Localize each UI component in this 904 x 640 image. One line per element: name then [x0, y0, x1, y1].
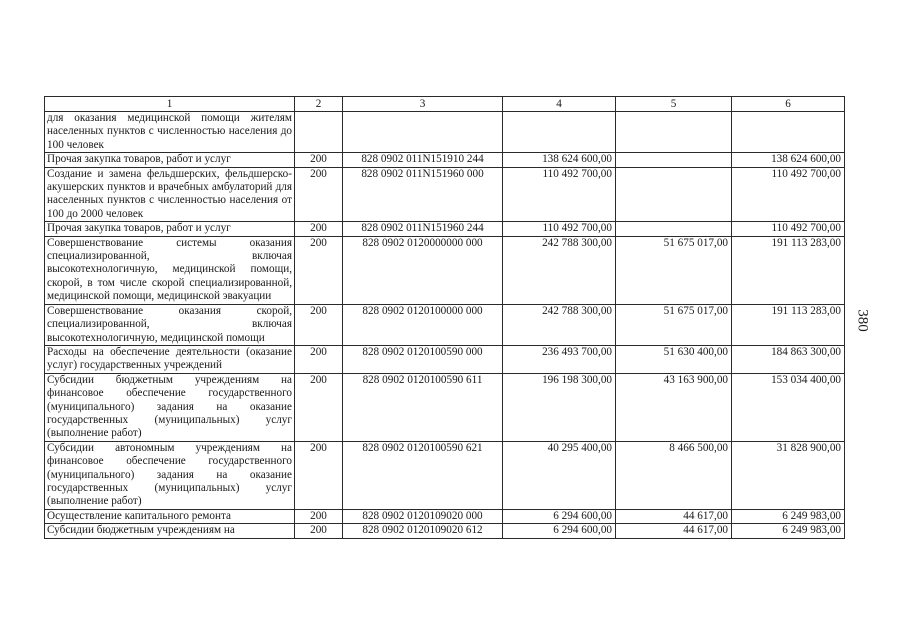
table-header-row	[45, 97, 845, 112]
budget-table	[44, 96, 845, 539]
row-amount-col6-cell: 191 113 283,00	[732, 304, 845, 345]
table-row	[45, 509, 845, 523]
row-code-cell: 200	[295, 153, 343, 167]
row-kbk-cell: 828 0902 011N151960 000	[343, 167, 503, 222]
table-row	[45, 304, 845, 345]
row-code-cell: 200	[295, 304, 343, 345]
row-amount-col4-cell: 242 788 300,00	[503, 304, 616, 345]
row-amount-col5-cell: 8 466 500,00	[616, 441, 732, 509]
row-name-cell: для оказания медицинской помощи жителям населенных пунктов с численностью населения до 100 человек	[45, 112, 295, 153]
table-row	[45, 112, 845, 153]
row-amount-col4-cell: 6 294 600,00	[503, 524, 616, 538]
row-name-cell: Осуществление капитального ремонта	[45, 509, 295, 523]
row-amount-col4-cell	[503, 112, 616, 153]
row-amount-col5-cell: 44 617,00	[616, 509, 732, 523]
row-kbk-cell: 828 0902 0120100590 000	[343, 345, 503, 373]
row-name-cell: Субсидии бюджетным учреждениям на финансовое обеспечение государственного (муниципального) задания на оказание государственных (муниципальных) услуг (выполнение работ)	[45, 373, 295, 441]
row-amount-col6-cell	[732, 112, 845, 153]
row-amount-col4-cell: 196 198 300,00	[503, 373, 616, 441]
page-number: 380	[854, 309, 871, 332]
row-code-cell: 200	[295, 524, 343, 538]
row-code-cell: 200	[295, 441, 343, 509]
row-kbk-cell: 828 0902 0120109020 000	[343, 509, 503, 523]
row-code-cell: 200	[295, 236, 343, 304]
table-row	[45, 373, 845, 441]
row-amount-col6-cell: 153 034 400,00	[732, 373, 845, 441]
row-kbk-cell: 828 0902 0120109020 612	[343, 524, 503, 538]
table-row	[45, 167, 845, 222]
row-code-cell: 200	[295, 373, 343, 441]
row-kbk-cell: 828 0902 0120100000 000	[343, 304, 503, 345]
table-row	[45, 345, 845, 373]
row-amount-col5-cell	[616, 222, 732, 236]
header-cell: 6	[732, 97, 845, 112]
row-amount-col6-cell: 6 249 983,00	[732, 524, 845, 538]
row-amount-col4-cell: 138 624 600,00	[503, 153, 616, 167]
row-amount-col6-cell: 191 113 283,00	[732, 236, 845, 304]
row-name-cell: Субсидии бюджетным учреждениям на	[45, 524, 295, 538]
row-amount-col4-cell: 110 492 700,00	[503, 167, 616, 222]
row-kbk-cell: 828 0902 011N151960 244	[343, 222, 503, 236]
row-amount-col4-cell: 6 294 600,00	[503, 509, 616, 523]
row-amount-col5-cell	[616, 153, 732, 167]
row-amount-col5-cell: 51 675 017,00	[616, 304, 732, 345]
row-name-cell: Прочая закупка товаров, работ и услуг	[45, 153, 295, 167]
row-amount-col6-cell: 110 492 700,00	[732, 222, 845, 236]
row-name-cell: Прочая закупка товаров, работ и услуг	[45, 222, 295, 236]
table-row	[45, 222, 845, 236]
row-name-cell: Создание и замена фельдшерских, фельдшерско-акушерских пунктов и врачебных амбулаторий для населенных пунктов с численностью населения от 100 до 2000 человек	[45, 167, 295, 222]
row-amount-col5-cell: 43 163 900,00	[616, 373, 732, 441]
row-code-cell	[295, 112, 343, 153]
table-row	[45, 236, 845, 304]
row-kbk-cell: 828 0902 0120100590 621	[343, 441, 503, 509]
row-amount-col6-cell: 31 828 900,00	[732, 441, 845, 509]
row-amount-col4-cell: 40 295 400,00	[503, 441, 616, 509]
row-kbk-cell: 828 0902 0120000000 000	[343, 236, 503, 304]
table-row	[45, 524, 845, 538]
row-amount-col4-cell: 110 492 700,00	[503, 222, 616, 236]
header-cell: 5	[616, 97, 732, 112]
row-amount-col6-cell: 6 249 983,00	[732, 509, 845, 523]
header-cell: 1	[45, 97, 295, 112]
row-name-cell: Субсидии автономным учреждениям на финансовое обеспечение государственного (муниципального) задания на оказание государственных (муниципальных) услуг (выполнение работ)	[45, 441, 295, 509]
row-amount-col6-cell: 138 624 600,00	[732, 153, 845, 167]
header-cell: 4	[503, 97, 616, 112]
row-amount-col5-cell: 51 675 017,00	[616, 236, 732, 304]
row-code-cell: 200	[295, 345, 343, 373]
table-row	[45, 153, 845, 167]
row-amount-col5-cell: 51 630 400,00	[616, 345, 732, 373]
row-code-cell: 200	[295, 222, 343, 236]
table-row	[45, 441, 845, 509]
row-code-cell: 200	[295, 509, 343, 523]
row-kbk-cell: 828 0902 0120100590 611	[343, 373, 503, 441]
row-amount-col5-cell: 44 617,00	[616, 524, 732, 538]
header-cell: 2	[295, 97, 343, 112]
row-code-cell: 200	[295, 167, 343, 222]
row-kbk-cell	[343, 112, 503, 153]
row-amount-col4-cell: 236 493 700,00	[503, 345, 616, 373]
row-name-cell: Совершенствование оказания скорой, специализированной, включая высокотехнологичную, медицинской помощи	[45, 304, 295, 345]
row-amount-col5-cell	[616, 167, 732, 222]
row-name-cell: Расходы на обеспечение деятельности (оказание услуг) государственных учреждений	[45, 345, 295, 373]
row-amount-col4-cell: 242 788 300,00	[503, 236, 616, 304]
row-name-cell: Совершенствование системы оказания специализированной, включая высокотехнологичную, медицинской помощи, скорой, в том числе скорой специализированной, медицинской помощи, медицинской эвакуации	[45, 236, 295, 304]
header-cell: 3	[343, 97, 503, 112]
row-kbk-cell: 828 0902 011N151910 244	[343, 153, 503, 167]
row-amount-col5-cell	[616, 112, 732, 153]
row-amount-col6-cell: 184 863 300,00	[732, 345, 845, 373]
row-amount-col6-cell: 110 492 700,00	[732, 167, 845, 222]
